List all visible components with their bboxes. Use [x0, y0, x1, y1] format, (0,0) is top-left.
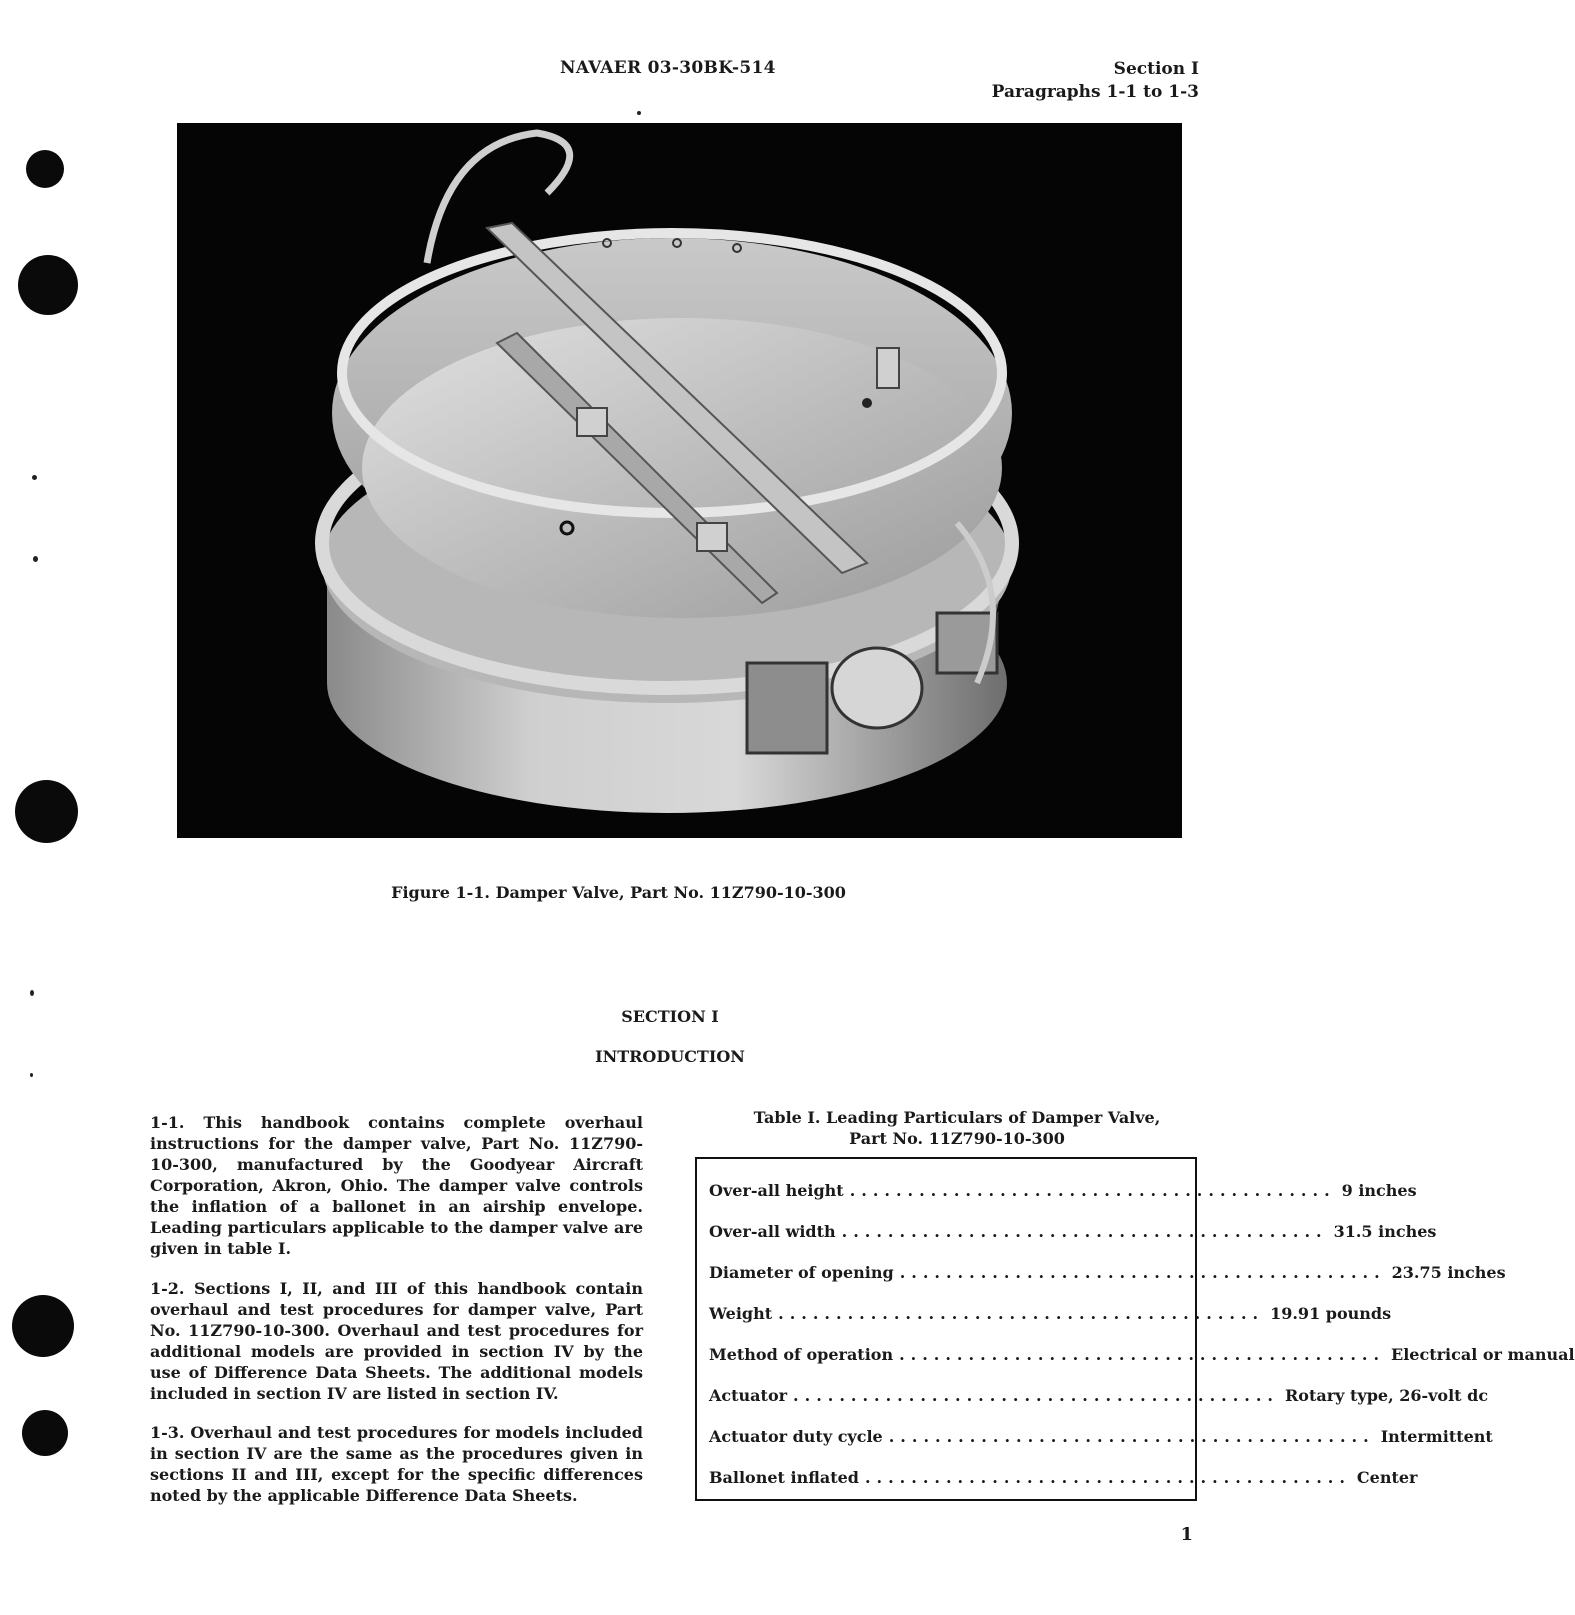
row-label: Actuator — [709, 1386, 788, 1405]
section-header — [992, 58, 1199, 104]
table-row — [709, 1386, 1489, 1410]
row-value: 31.5 inches — [1333, 1222, 1437, 1241]
dot-leader: .......................................... — [888, 1427, 1375, 1446]
speck — [33, 556, 38, 562]
damper-valve-illustration — [177, 123, 1182, 838]
leading-particulars-table — [695, 1157, 1575, 1501]
dot-leader: .......................................... — [793, 1386, 1279, 1405]
table-row — [709, 1345, 1575, 1369]
dot-leader: .......................................... — [899, 1263, 1386, 1282]
dot-leader: .......................................... — [849, 1181, 1336, 1200]
table-row — [709, 1427, 1493, 1451]
figure-caption: Figure 1-1. Damper Valve, Part No. 11Z790-10-300 — [391, 883, 846, 902]
row-label: Weight — [709, 1304, 773, 1323]
page-number: 1 — [1180, 1524, 1193, 1545]
paragraph-1-2: 1-2. Sections I, II, and III of this handbook contain overhaul and test procedures for damper valve, Part No. 11Z790-10-300. Overhaul and test procedures for additional models are provided in section IV by the use of Difference Data Sheets. The additional models included in section IV are listed in section IV. — [150, 1279, 643, 1403]
speck — [32, 475, 37, 480]
section-label: Section I — [1113, 59, 1199, 79]
binder-hole — [12, 1295, 74, 1357]
row-value: Center — [1356, 1468, 1418, 1487]
speck — [30, 1073, 33, 1077]
row-label: Over-all height — [709, 1181, 844, 1200]
row-value: Electrical or manual — [1391, 1345, 1575, 1364]
row-label: Over-all width — [709, 1222, 836, 1241]
row-value: 19.91 pounds — [1270, 1304, 1392, 1323]
document-number: NAVAER 03-30BK-514 — [560, 58, 776, 78]
table-caption — [712, 1107, 1202, 1149]
row-value: 23.75 inches — [1391, 1263, 1506, 1282]
table-caption-line-1: Table I. Leading Particulars of Damper Valve, — [753, 1108, 1161, 1127]
speck — [637, 111, 641, 115]
dot-leader: .......................................... — [841, 1222, 1328, 1241]
row-label: Actuator duty cycle — [709, 1427, 883, 1446]
damper-valve-photo — [177, 123, 1182, 838]
paragraph-1-3: 1-3. Overhaul and test procedures for models included in section IV are the same as the procedures given in sections II and III, except for the specific differences noted by the applicable Difference Data Sheets. — [150, 1423, 643, 1505]
binder-hole — [26, 150, 64, 188]
dot-leader: .......................................... — [864, 1468, 1351, 1487]
binder-hole — [15, 780, 78, 843]
row-label: Method of operation — [709, 1345, 894, 1364]
row-label: Ballonet inflated — [709, 1468, 859, 1487]
paragraph-range: Paragraphs 1-1 to 1-3 — [991, 82, 1199, 102]
row-value: Intermittent — [1380, 1427, 1493, 1446]
binder-hole — [18, 255, 78, 315]
speck — [30, 990, 34, 996]
paragraph-1-1: 1-1. This handbook contains complete overhaul instructions for the damper valve, Part No. 11Z790-10-300, manufactured by the Goodyear Aircraft Corporation, Akron, Ohio. The damper valve controls the inflation of a ballonet in an airship envelope. Leading particulars applicable to the damper valve are given in table I. — [150, 1113, 643, 1258]
table-row — [709, 1304, 1392, 1328]
section-title: SECTION I — [621, 1007, 719, 1026]
row-value: Rotary type, 26-volt dc — [1285, 1386, 1489, 1405]
table-row — [709, 1181, 1417, 1205]
table-row — [709, 1222, 1437, 1246]
row-value: 9 inches — [1341, 1181, 1417, 1200]
dot-leader: .......................................... — [899, 1345, 1386, 1364]
table-row — [709, 1263, 1506, 1287]
dot-leader: .......................................... — [778, 1304, 1265, 1323]
table-caption-line-2: Part No. 11Z790-10-300 — [849, 1129, 1065, 1148]
binder-hole — [22, 1410, 68, 1456]
table-row — [709, 1468, 1418, 1492]
row-label: Diameter of opening — [709, 1263, 894, 1282]
section-subtitle: INTRODUCTION — [595, 1047, 745, 1066]
